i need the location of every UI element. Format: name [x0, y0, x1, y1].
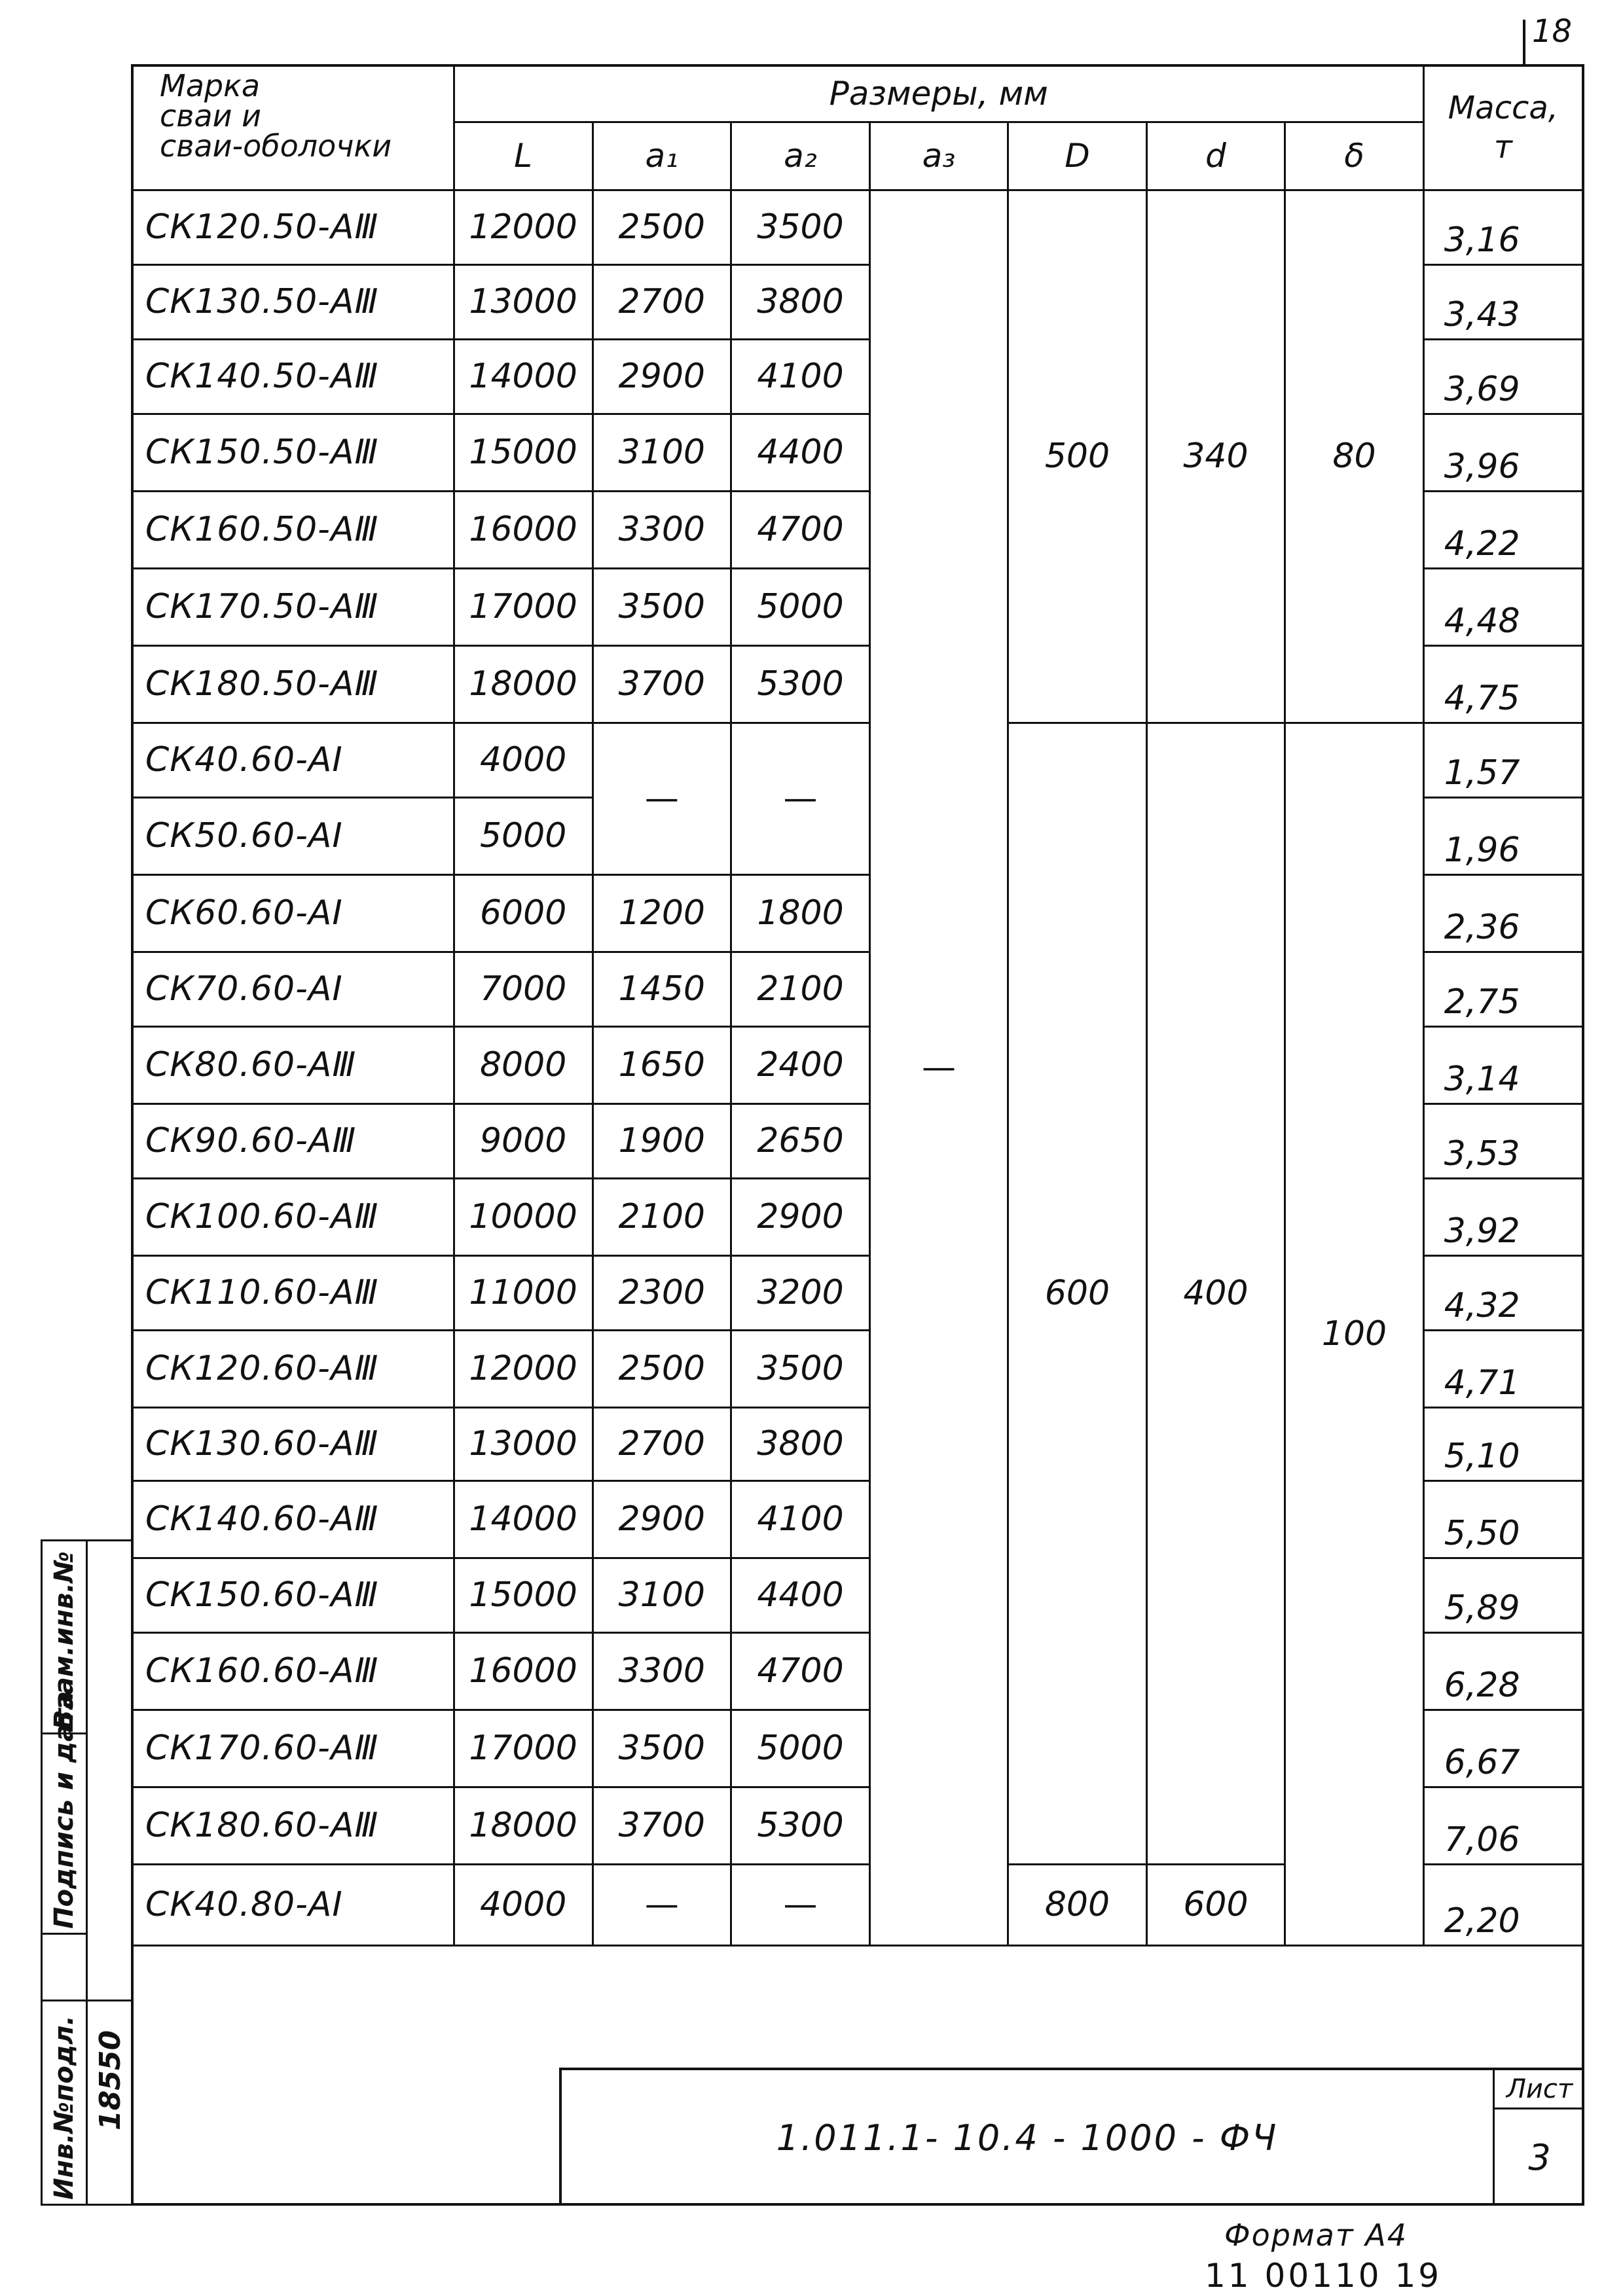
cell-a2: 4100 — [731, 1480, 870, 1558]
cell-D-group60: 600 — [1008, 723, 1147, 1864]
cell-a1: 1200 — [593, 874, 731, 952]
header-col-D: D — [1008, 122, 1147, 190]
cell-a2: 2100 — [731, 952, 870, 1026]
cell-mark: СК90.60-АⅢ — [134, 1103, 454, 1178]
cell-L: 13000 — [454, 1407, 593, 1480]
cell-L: 14000 — [454, 1480, 593, 1558]
cell-delta-group50: 80 — [1285, 190, 1424, 723]
cell-a1: 2900 — [593, 1480, 731, 1558]
cell-mark: СК40.60-АⅠ — [134, 723, 454, 797]
cell-a2: 5300 — [731, 1787, 870, 1864]
cell-delta-group60: 100 — [1285, 723, 1424, 1945]
cell-L: 15000 — [454, 1558, 593, 1632]
cell-mass: 3,92 — [1423, 1178, 1582, 1255]
cell-mark: СК140.60-АⅢ — [134, 1480, 454, 1558]
archive-code: 11 00110 19 — [1205, 2257, 1442, 2295]
title-block — [559, 2068, 1584, 2206]
cell-a1: 3300 — [593, 1632, 731, 1710]
header-col-a1: a₁ — [593, 122, 731, 190]
cell-a1: 2500 — [593, 1330, 731, 1407]
cell-L: 15000 — [454, 414, 593, 491]
cell-a2: 3500 — [731, 190, 870, 264]
header-sizes-group: Размеры, мм — [454, 67, 1423, 122]
cell-mass: 4,75 — [1423, 645, 1582, 723]
cell-L: 6000 — [454, 874, 593, 952]
cell-mass: 2,75 — [1423, 952, 1582, 1026]
cell-mass: 2,20 — [1423, 1864, 1582, 1945]
cell-mark: СК80.60-АⅢ — [134, 1026, 454, 1103]
cell-mass: 6,28 — [1423, 1632, 1582, 1710]
cell-a2: 2400 — [731, 1026, 870, 1103]
drawing-sheet — [131, 64, 1584, 2206]
cell-a1: — — [593, 1864, 731, 1945]
sheet-number: 3 — [1528, 2137, 1551, 2178]
document-designation: 1.011.1- 10.4 - 1000 - ФЧ — [776, 2117, 1279, 2159]
cell-d-group60: 400 — [1146, 723, 1285, 1864]
cell-L: 11000 — [454, 1255, 593, 1330]
cell-a2: 3800 — [731, 1407, 870, 1480]
cell-L: 16000 — [454, 491, 593, 568]
header-mass: Масса, т — [1423, 67, 1582, 190]
cell-a1: 3500 — [593, 568, 731, 645]
cell-a2: 5000 — [731, 1710, 870, 1787]
cell-L: 12000 — [454, 1330, 593, 1407]
cell-a1: 2700 — [593, 264, 731, 339]
page-number: 18 — [1532, 13, 1573, 50]
cell-L: 18000 — [454, 645, 593, 723]
cell-a2: 4700 — [731, 491, 870, 568]
cell-a2: 4700 — [731, 1632, 870, 1710]
cell-L: 17000 — [454, 568, 593, 645]
cell-a2: 3200 — [731, 1255, 870, 1330]
cell-D-group50: 500 — [1008, 190, 1147, 723]
sheet-label: Лист — [1495, 2070, 1584, 2109]
cell-a1: 2100 — [593, 1178, 731, 1255]
cell-a1: 3100 — [593, 1558, 731, 1632]
sidebar-divider — [43, 2000, 133, 2001]
cell-mark: СК180.50-АⅢ — [134, 645, 454, 723]
cell-mass: 3,43 — [1423, 264, 1582, 339]
cell-a2: 5300 — [731, 645, 870, 723]
cell-mark: СК120.60-АⅢ — [134, 1330, 454, 1407]
cell-mark: СК70.60-АⅠ — [134, 952, 454, 1026]
cell-a1a2-dash: — — [731, 723, 870, 874]
cell-mass: 6,67 — [1423, 1710, 1582, 1787]
sidebar-vzam-label: Взам.инв.№ — [49, 1551, 79, 1730]
cell-L: 10000 — [454, 1178, 593, 1255]
header-col-d: d — [1146, 122, 1285, 190]
cell-a1: 1650 — [593, 1026, 731, 1103]
cell-mark: СК40.80-АⅠ — [134, 1864, 454, 1945]
sidebar-inv-value: 18550 — [94, 2030, 127, 2130]
cell-a3-dash: — — [869, 190, 1008, 1945]
cell-L: 4000 — [454, 1864, 593, 1945]
cell-mark: СК60.60-АⅠ — [134, 874, 454, 952]
cell-a2: 5000 — [731, 568, 870, 645]
cell-L: 8000 — [454, 1026, 593, 1103]
cell-L: 16000 — [454, 1632, 593, 1710]
approval-sidebar — [41, 1539, 131, 2206]
cell-mark: СК130.50-АⅢ — [134, 264, 454, 339]
sidebar-podpis-label: Подпись и дата — [49, 1691, 79, 1929]
cell-mass: 4,48 — [1423, 568, 1582, 645]
header-col-L: L — [454, 122, 593, 190]
cell-d-group80: 600 — [1146, 1864, 1285, 1945]
header-col-a2: a₂ — [731, 122, 870, 190]
cell-mass: 4,71 — [1423, 1330, 1582, 1407]
cell-L: 17000 — [454, 1710, 593, 1787]
cell-mark: СК130.60-АⅢ — [134, 1407, 454, 1480]
cell-mark: СК50.60-АⅠ — [134, 797, 454, 874]
cell-a1: 2300 — [593, 1255, 731, 1330]
cell-mass: 2,36 — [1423, 874, 1582, 952]
cell-d-group50: 340 — [1146, 190, 1285, 723]
cell-mass: 3,69 — [1423, 339, 1582, 414]
header-col-delta: δ — [1285, 122, 1424, 190]
cell-a1: 1450 — [593, 952, 731, 1026]
cell-L: 18000 — [454, 1787, 593, 1864]
cell-a2: 1800 — [731, 874, 870, 952]
cell-mass: 7,06 — [1423, 1787, 1582, 1864]
cell-a2: 3800 — [731, 264, 870, 339]
cell-a1: 3100 — [593, 414, 731, 491]
page-number-rule — [1523, 20, 1525, 64]
cell-mark: СК180.60-АⅢ — [134, 1787, 454, 1864]
pile-spec-table — [134, 67, 1582, 1946]
cell-a2: 2650 — [731, 1103, 870, 1178]
cell-D-group80: 800 — [1008, 1864, 1147, 1945]
cell-a1: 2700 — [593, 1407, 731, 1480]
cell-a1: 2500 — [593, 190, 731, 264]
cell-mark: СК110.60-АⅢ — [134, 1255, 454, 1330]
cell-a1: 2900 — [593, 339, 731, 414]
cell-mark: СК160.50-АⅢ — [134, 491, 454, 568]
cell-L: 13000 — [454, 264, 593, 339]
cell-a2: 4100 — [731, 339, 870, 414]
cell-L: 7000 — [454, 952, 593, 1026]
cell-mark: СК120.50-АⅢ — [134, 190, 454, 264]
cell-mark: СК150.50-АⅢ — [134, 414, 454, 491]
format-label: Формат А4 — [1224, 2217, 1408, 2253]
header-col-a3: a₃ — [869, 122, 1008, 190]
sheet-number-cell — [1493, 2070, 1584, 2206]
sidebar-inv-label: Инв.№подл. — [49, 2015, 79, 2200]
cell-mass: 1,57 — [1423, 723, 1582, 797]
cell-mass: 3,16 — [1423, 190, 1582, 264]
cell-L: 12000 — [454, 190, 593, 264]
cell-a1: 1900 — [593, 1103, 731, 1178]
cell-mass: 1,96 — [1423, 797, 1582, 874]
cell-mark: СК170.60-АⅢ — [134, 1710, 454, 1787]
header-mark: Марка сваи и сваи-оболочки — [134, 67, 454, 190]
cell-mark: СК100.60-АⅢ — [134, 1178, 454, 1255]
cell-a1: 3300 — [593, 491, 731, 568]
sidebar-divider — [43, 1933, 86, 1935]
cell-a2: 3500 — [731, 1330, 870, 1407]
table-row — [134, 190, 1582, 264]
cell-mass: 3,14 — [1423, 1026, 1582, 1103]
cell-a1: 3700 — [593, 1787, 731, 1864]
cell-mass: 5,89 — [1423, 1558, 1582, 1632]
cell-a2: — — [731, 1864, 870, 1945]
cell-a1: 3700 — [593, 645, 731, 723]
cell-mass: 5,50 — [1423, 1480, 1582, 1558]
cell-mass: 4,32 — [1423, 1255, 1582, 1330]
cell-a2: 2900 — [731, 1178, 870, 1255]
cell-mass: 3,96 — [1423, 414, 1582, 491]
cell-mark: СК170.50-АⅢ — [134, 568, 454, 645]
cell-L: 9000 — [454, 1103, 593, 1178]
cell-L: 5000 — [454, 797, 593, 874]
sidebar-divider — [86, 1541, 88, 2204]
cell-a2: 4400 — [731, 1558, 870, 1632]
cell-mass: 4,22 — [1423, 491, 1582, 568]
table-row — [134, 723, 1582, 797]
cell-a1: 3500 — [593, 1710, 731, 1787]
cell-a1a2-dash: — — [593, 723, 731, 874]
cell-mass: 5,10 — [1423, 1407, 1582, 1480]
cell-mark: СК160.60-АⅢ — [134, 1632, 454, 1710]
cell-L: 4000 — [454, 723, 593, 797]
cell-mark: СК140.50-АⅢ — [134, 339, 454, 414]
cell-a2: 4400 — [731, 414, 870, 491]
cell-L: 14000 — [454, 339, 593, 414]
cell-mass: 3,53 — [1423, 1103, 1582, 1178]
cell-mark: СК150.60-АⅢ — [134, 1558, 454, 1632]
